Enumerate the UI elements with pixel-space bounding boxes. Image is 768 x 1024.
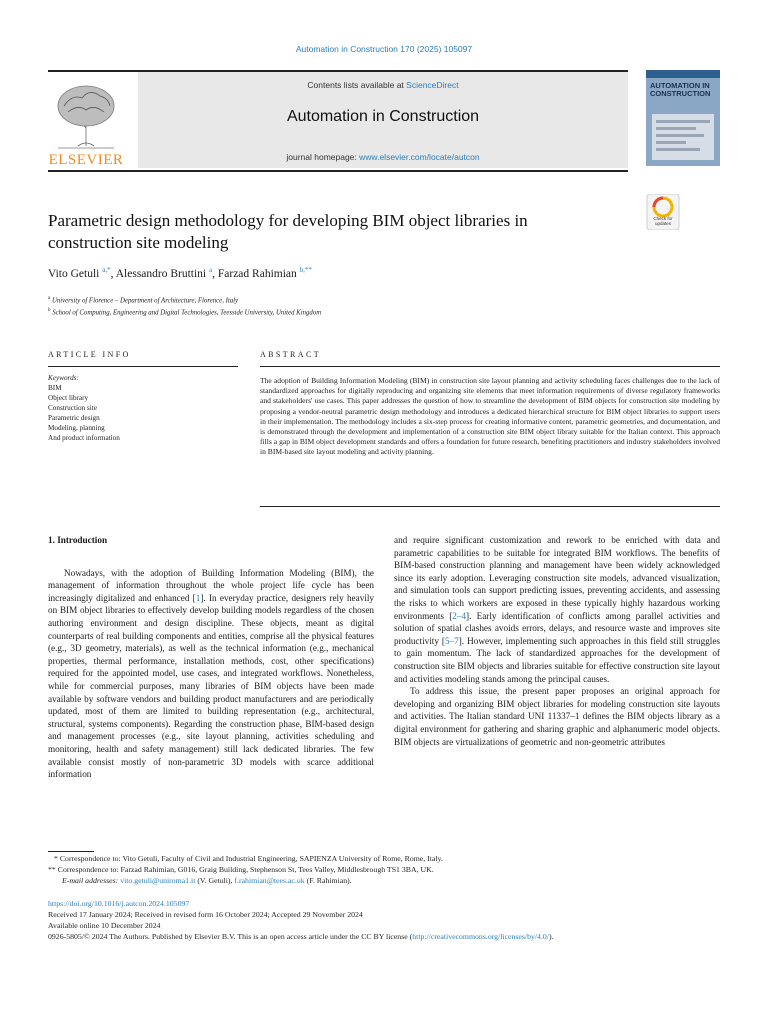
keywords-block [48, 373, 238, 443]
check-updates-label: Check for updates [653, 216, 673, 226]
article-title-line-1: Parametric design methodology for developing BIM object libraries in [48, 211, 528, 230]
doi-link[interactable]: https://doi.org/10.1016/j.autcon.2024.105097 [48, 899, 190, 908]
publisher-wordmark: ELSEVIER [48, 152, 124, 168]
journal-title-box [138, 72, 628, 168]
journal-name[interactable]: Automation in Construction [286, 108, 480, 125]
keyword: Construction site [48, 404, 97, 412]
cover-image [652, 114, 714, 160]
abstract-rule [260, 366, 720, 367]
section-heading: 1. Introduction [48, 535, 108, 545]
journal-header [48, 70, 720, 166]
article-info-heading: ARTICLE INFO [48, 350, 131, 359]
homepage-prefix: journal homepage: [286, 152, 360, 162]
abstract-bottom-rule [260, 506, 720, 507]
license-line [48, 931, 728, 942]
author-marks[interactable]: a [209, 266, 213, 274]
keyword: Modeling, planning [48, 424, 105, 432]
received-dates: Received 17 January 2024; Received in revised form 16 October 2024; Accepted 29 November 2024 [48, 910, 363, 919]
contents-line [138, 80, 628, 90]
citation-link[interactable]: 2–4 [452, 610, 467, 621]
cover-illustration-icon [652, 114, 714, 160]
keyword: Object library [48, 394, 89, 402]
author-name[interactable]: Vito Getuli [48, 267, 100, 280]
correspondence-note: * Correspondence to: Vito Getuli, Faculty of Civil and Industrial Engineering, SAPIENZA University of Rome, Rome, Italy. [54, 854, 443, 863]
author-name[interactable]: Alessandro Bruttini [115, 267, 207, 280]
email-owner: (F. Rahimian). [304, 876, 352, 885]
email-link[interactable]: f.rahimian@tees.ac.uk [234, 876, 305, 885]
affiliation-mark: a [48, 296, 51, 301]
body-paragraph [394, 534, 720, 685]
author-marks[interactable]: a,* [102, 266, 111, 274]
cover-title: AUTOMATION IN CONSTRUCTION [650, 81, 711, 98]
check-for-updates-badge[interactable] [645, 194, 681, 230]
email-link[interactable]: vito.getuli@uniroma1.it [120, 876, 196, 885]
elsevier-logo[interactable] [48, 76, 124, 168]
cover-top-bar [646, 70, 720, 78]
keyword: And product information [48, 434, 120, 442]
left-column [48, 534, 374, 781]
email-owner: (V. Getuli), [195, 876, 235, 885]
author-marks[interactable]: b,** [299, 266, 312, 274]
affiliation-text: University of Florence – Department of Architecture, Florence, Italy [51, 297, 239, 305]
body-paragraph: To address this issue, the present paper proposes an original approach for developing and organizing BIM object libraries for modeling construction site layouts and activities. The Italian standard UNI 11337–1 defines the BIM objects library as a digital environment for gathering and sharing graphic and alphanumeric model objects. BIM objects are virtualizations of geometric and non-geometric attributes [394, 686, 720, 747]
right-column [394, 534, 720, 748]
header-bottom-rule [48, 170, 628, 172]
affiliation [48, 296, 648, 304]
journal-cover-thumbnail[interactable] [646, 70, 720, 166]
email-label: E-mail addresses: [62, 876, 119, 885]
abstract-heading: ABSTRACT [260, 350, 321, 359]
affiliation-mark: b [48, 308, 51, 313]
homepage-line [138, 152, 628, 162]
email-line [48, 875, 728, 886]
footnotes [48, 853, 728, 886]
article-title-line-2: construction site modeling [48, 233, 229, 252]
citation-link[interactable]: 1 [195, 592, 201, 603]
keyword: BIM [48, 384, 62, 392]
keyword: Parametric design [48, 414, 100, 422]
paragraph-text: ]. However, implementing such approaches in this field still struggles to gain momentum. The lack of standardized approaches for the development of construction site BIM objects and libraries suitable for effective construction site layout and activities modeling stands among the principal causes. [394, 635, 720, 684]
license-link[interactable]: http://creativecommons.org/licenses/by/4.0/ [412, 932, 549, 941]
license-text: ). [548, 932, 554, 941]
contents-prefix: Contents lists available at [307, 80, 407, 90]
homepage-link[interactable]: www.elsevier.com/locate/autcon [359, 152, 480, 162]
keywords-label: Keywords: [48, 374, 79, 382]
correspondence-note: ** Correspondence to: Farzad Rahimian, G016, Graig Building, Stephenson St, Tees Valley, Middlesbrough TS1 3BA, UK. [48, 865, 434, 874]
affiliation-text: School of Computing, Engineering and Digital Technologies, Teesside University, United Kingdom [52, 309, 322, 317]
journal-citation[interactable]: Automation in Construction 170 (2025) 105097 [295, 44, 473, 54]
footnote-rule [48, 851, 94, 852]
paragraph-text: and require significant customization and rework to be enriched with data and parametric capabilities to be suitable for integrated BIM workflows. The benefits of BIM-based construction planning and management have been widely acknowledged since its early adoption. Leveraging construction site models, advanced visualization, and simulation tools can support predicting issues, preventing accidents, and assessing the risks to which workers are exposed in these typically highly hazardous working environments [ [394, 535, 720, 621]
paragraph-text: ]. In everyday practice, designers rely heavily on BIM object libraries to effectively develop building models regardless of the chosen authoring environment and design discipline. These objects, meant as digital counterparts of real building components and entities, comprise all the physical features (e.g., 3D geometry, materials), as well as the technical information (e.g., mechanical properties, thermal performance, installation methods, cost, other specifications) required for the appointed model, use cases, and integrated workflows. Nonetheless, while for commercial purposes, many libraries of BIM objects have been made available by software vendors and building product manufacturers and are periodically updated, most of them are limited to building representation (e.g., architectural, structural, systems components). Regarding the construction phase, BIM-based design and management processes (e.g., site layout planning, activities scheduling and monitoring, health and safety management) still lack dedicated libraries. The few available consist mostly of non-parametric 3D models with scarce additional information [48, 592, 374, 780]
abstract-text: The adoption of Building Information Modeling (BIM) in construction site layout planning and activity scheduling faces challenges due to the lack of standardized approaches for digitally reproducing and organizing site elements that meet information requirements of diverse regulatory frameworks and stakeholders' use cases. This paper addresses the question of how to streamline the development of BIM objects for construction site modeling by proposing a vendor-neutral parametric design methodology and introduces a dedicated hierarchical structure for BIM object libraries to support users in their implementation. The methodology includes a six-step process for creating informative content, parametric geometries, and documentation, and is demonstrated through the development and implementation of a construction site BIM object library suitable for the Italian context. This approach fills a gap in BIM object development standards and offers a foundation for future research, benefiting practitioners and industry stakeholders involved in BIM-based site layout modeling and activity planning. [260, 376, 720, 457]
paragraph-text: Nowadays, with the adoption of Building Information Modeling (BIM), the management of information throughout the whole project life cycle has been increasingly digitalized and enhanced [ [48, 567, 374, 603]
paragraph-text: ]. Early identification of conflicts among parallel activities and solution of spatial clashes avoids errors, delays, and resource waste and improves site productivity [ [394, 610, 720, 646]
intro-paragraph [48, 567, 374, 781]
author-list: Vito Getuli $^{a,*}$, Alessandro Bruttini $^a$, Farzad Rahimian $^{b,**}$ [48, 266, 312, 280]
license-text: 0926-5805/© 2024 The Authors. Published by Elsevier B.V. This is an open access article under the CC BY license ( [48, 932, 413, 941]
online-date: Available online 10 December 2024 [48, 921, 161, 930]
sciencedirect-link[interactable]: ScienceDirect [406, 80, 459, 90]
article-info-rule [48, 366, 238, 367]
affiliation [48, 308, 648, 316]
article-title [48, 210, 608, 254]
publication-info [48, 898, 728, 942]
author-name[interactable]: Farzad Rahimian [217, 267, 297, 280]
citation-link[interactable]: 5–7 [444, 635, 459, 646]
